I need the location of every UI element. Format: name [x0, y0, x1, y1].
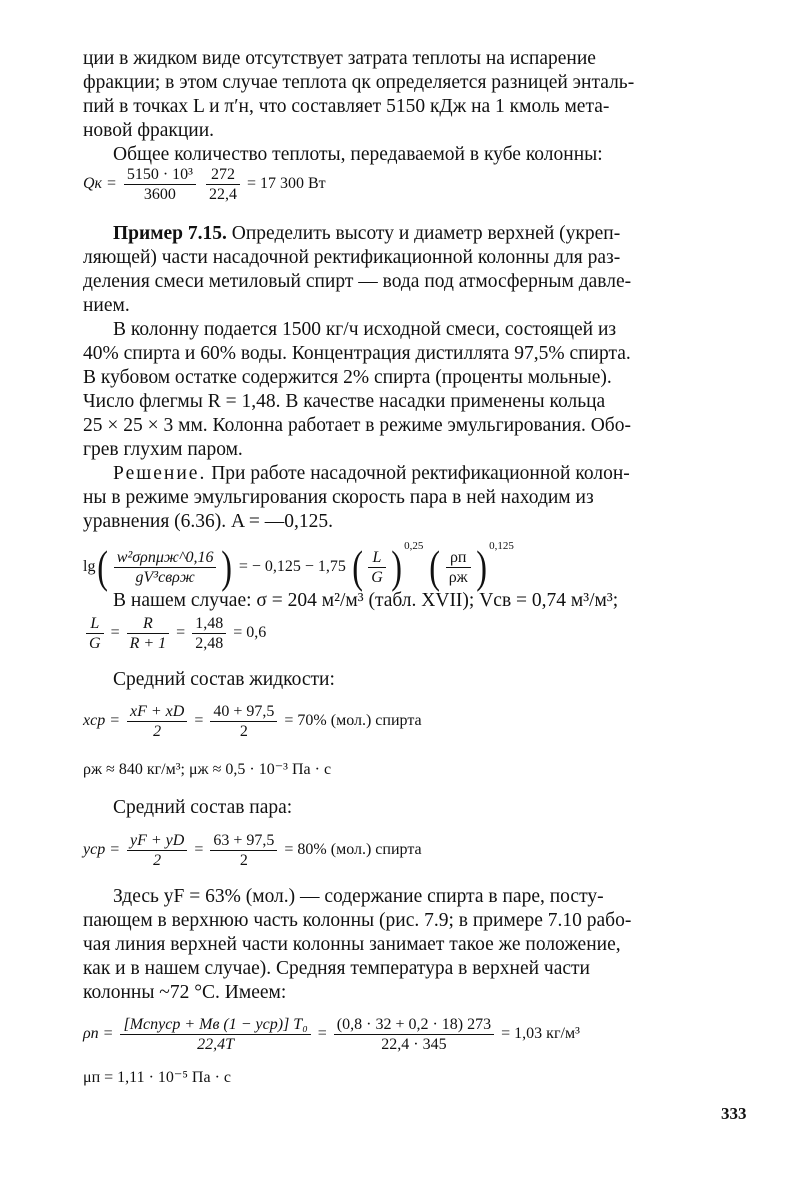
formula-xcp: xср = $\frac{xF + xD}{2}$ = $\frac{40 + 97,5}{2}$ = 70% (мол.) спирта: [83, 703, 422, 740]
text-line: нием.: [83, 295, 130, 316]
text-line: Число флегмы R = 1,48. В качестве насадки применены кольца: [83, 391, 606, 412]
page-number: 333: [721, 1104, 747, 1123]
text-line: В колонну подается 1500 кг/ч исходной смеси, состоящей из: [113, 319, 617, 340]
text-line: фракции; в этом случае теплота qк определяется разницей энталь-: [83, 72, 635, 93]
formula-lg-ratio: $\frac{L}{G}$ = $\frac{R}{R + 1}$ = $\frac{1,48}{2,48}$ = 0,6: [83, 614, 266, 653]
text-line: чая линия верхней части колонны занимает такое же положение,: [83, 934, 621, 955]
text-line: Общее количество теплоты, передаваемой в кубе колонны:: [113, 144, 603, 165]
formula-rhop: ρп = [Mспyср + Mв (1 − yср)] T₀ 22,4T = $\frac{(0,8 \cdot 32 + 0,2 \cdot 18) 273}{22,4 \cdot 345}$ = 1,03 кг/м³: [83, 1016, 580, 1053]
formula-qk: Qк = $\frac{\text{5150 · 10³}}{3600}$ $\frac{272}{22,4}$ = 17 300 Вт: [83, 166, 326, 203]
text-line: Средний состав пара:: [113, 797, 293, 818]
text-line: новой фракции.: [83, 120, 215, 141]
text-line: В кубовом остатке содержится 2% спирта (проценты мольные).: [83, 367, 612, 388]
text-line: колонны ~72 °C. Имеем:: [83, 982, 287, 1003]
text-line: 25 × 25 × 3 мм. Колонна работает в режиме эмульгирования. Обо-: [83, 415, 631, 436]
formula-lg: lg( w²σρпμж^0,16 gV³свρж ) = − 0,125 − 1,75 ( $\frac{L}{G}$ ) $^{0,25}$ ( ρп ρж ) $^{0,125}$: [83, 540, 514, 593]
text-line: как и в нашем случае). Средняя температура в верхней части: [83, 958, 590, 979]
solution-title: Решение.: [113, 463, 207, 484]
text-line: ляющей) части насадочной ректификационной колонны для раз-: [83, 247, 621, 268]
text-line: уравнения (6.36). A = —0,125.: [83, 511, 334, 532]
solution-line: Решение. При работе насадочной ректификационной колон-: [113, 463, 630, 484]
example-title: Пример 7.15.: [113, 223, 227, 244]
example-line: Пример 7.15. Определить высоту и диаметр верхней (укреп-: [113, 223, 621, 244]
text-line: Здесь yF = 63% (мол.) — содержание спирта в паре, посту-: [113, 886, 604, 907]
text-line: пающем в верхнюю часть колонны (рис. 7.9; в примере 7.10 рабо-: [83, 910, 632, 931]
text-line: ции в жидком виде отсутствует затрата теплоты на испарение: [83, 48, 596, 69]
text-line: В нашем случае: σ = 204 м²/м³ (табл. XVII); Vсв = 0,74 м³/м³;: [113, 590, 619, 611]
text-line: ны в режиме эмульгирования скорость пара в ней находим из: [83, 487, 594, 508]
text-line: грев глухим паром.: [83, 439, 243, 460]
text-line: деления смеси метиловый спирт — вода под атмосферным давле-: [83, 271, 632, 292]
formula-ycp: yср = $\frac{yF + yD}{2}$ = $\frac{63 + 97,5}{2}$ = 80% (мол.) спирта: [83, 832, 422, 869]
text-line: Средний состав жидкости:: [113, 669, 335, 690]
text-line: пий в точках L и π′н, что составляет 5150 кДж на 1 кмоль мета-: [83, 96, 610, 117]
text-line: 40% спирта и 60% воды. Концентрация дистиллята 97,5% спирта.: [83, 343, 631, 364]
formula-mup: μп = 1,11 · 10⁻⁵ Па · с: [83, 1069, 232, 1086]
formula-rho-mu: ρж ≈ 840 кг/м³; μж ≈ 0,5 · 10⁻³ Па · с: [83, 761, 332, 778]
